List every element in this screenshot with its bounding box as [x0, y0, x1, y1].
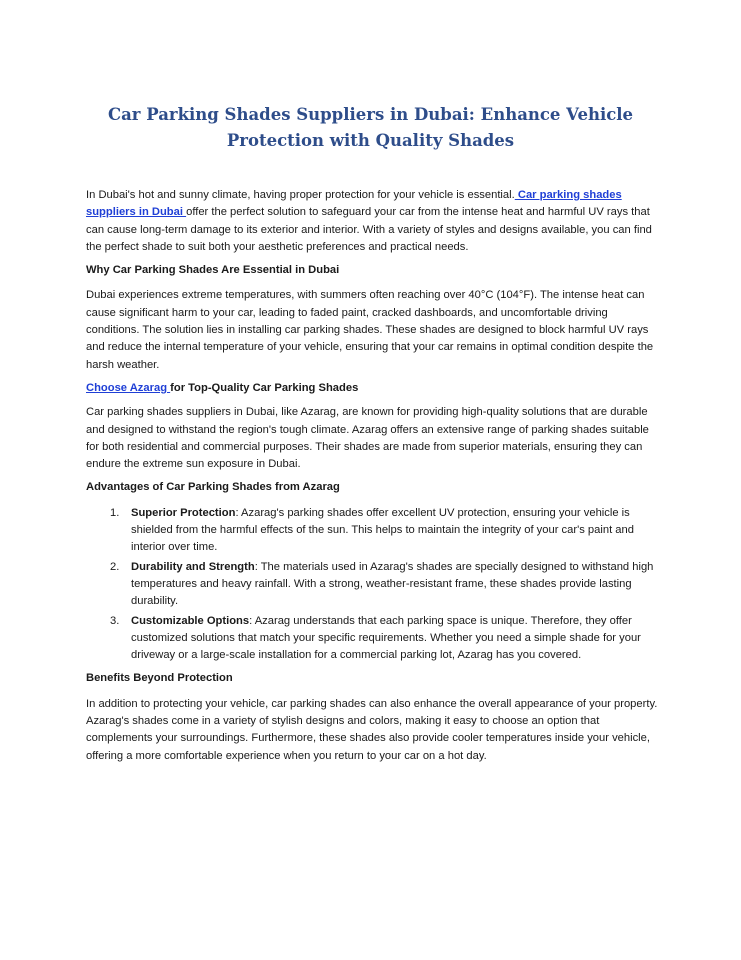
advantages-list [86, 505, 660, 665]
choose-heading-rest: for Top-Quality Car Parking Shades [170, 381, 359, 394]
article-body [86, 187, 660, 771]
section-heading-benefits: Benefits Beyond Protection [86, 672, 233, 685]
list-item [86, 559, 660, 611]
list-item-title: Superior Protection [131, 506, 236, 519]
list-item [86, 613, 660, 665]
section-heading-why: Why Car Parking Shades Are Essential in Dubai [86, 264, 340, 277]
list-item-text: : Azarag's parking shades offer excellent UV protection, ensuring your vehicle is shielded from the harmful effects of the sun. This helps to maintain the integrity of your car's paint and interior over time. [131, 506, 634, 554]
section-paragraph-benefits: In addition to protecting your vehicle, car parking shades can also enhance the overall appearance of your property. Azarag's shades come in a variety of stylish designs and colors, making it easy to choose an option that complements your surroundings. Furthermore, these shades also provide cooler temperatures inside your vehicle, offering a more comfortable experience when you return to your car on a hot day. [86, 697, 658, 762]
list-item-title: Durability and Strength [131, 560, 255, 573]
list-item-text: : The materials used in Azarag's shades are specially designed to withstand high temperatures and heavy rainfall. With a strong, weather-resistant frame, these shades provide lasting durability. [131, 560, 654, 608]
list-item-number: 3. [110, 614, 120, 627]
list-item-title: Customizable Options [131, 614, 250, 627]
list-item-number: 1. [110, 506, 120, 519]
list-item-number: 2. [110, 560, 120, 573]
list-item-text: : Azarag understands that each parking space is unique. Therefore, they offer customized solutions that match your specific requirements. Whether you need a simple shade for your driveway or a large-scale installation for a commercial parking lot, Azarag has you covered. [131, 614, 641, 662]
list-item [86, 505, 660, 557]
section-paragraph-why: Dubai experiences extreme temperatures, with summers often reaching over 40°C (104°F). The intense heat can cause significant harm to your car, leading to faded paint, cracked dashboards, and uncomfortable driving conditions. The solution lies in installing car parking shades. These shades are designed to block harmful UV rays and reduce the internal temperature of your vehicle, ensuring that your car remains in optimal condition despite the harsh weather. [86, 289, 654, 371]
page-title: Car Parking Shades Suppliers in Dubai: Enhance Vehicle Protection with Quality Shades [107, 105, 634, 150]
section-paragraph-choose: Car parking shades suppliers in Dubai, like Azarag, are known for providing high-quality solutions that are durable and designed to withstand the region's tough climate. Azarag offers an extensive range of parking shades suitable for both residential and commercial purposes. Their shades are made from superior materials, ensuring they can endure the extreme sun exposure in Dubai. [86, 406, 649, 471]
choose-azarag-link[interactable]: Choose Azarag [86, 381, 171, 394]
suppliers-link[interactable]: Car parking shades suppliers in Dubai [86, 189, 622, 219]
section-heading-choose [86, 380, 660, 397]
intro-text-after: offer the perfect solution to safeguard your car from the intense heat and harmful UV rays that can cause long-term damage to its exterior and interior. With a variety of styles and designs available, you can find the perfect shade to suit both your aesthetic preferences and practical needs. [86, 206, 652, 253]
intro-paragraph [86, 187, 660, 256]
section-heading-advantages: Advantages of Car Parking Shades from Azarag [86, 481, 340, 494]
intro-text-before: In Dubai's hot and sunny climate, having proper protection for your vehicle is essential. [86, 189, 515, 201]
